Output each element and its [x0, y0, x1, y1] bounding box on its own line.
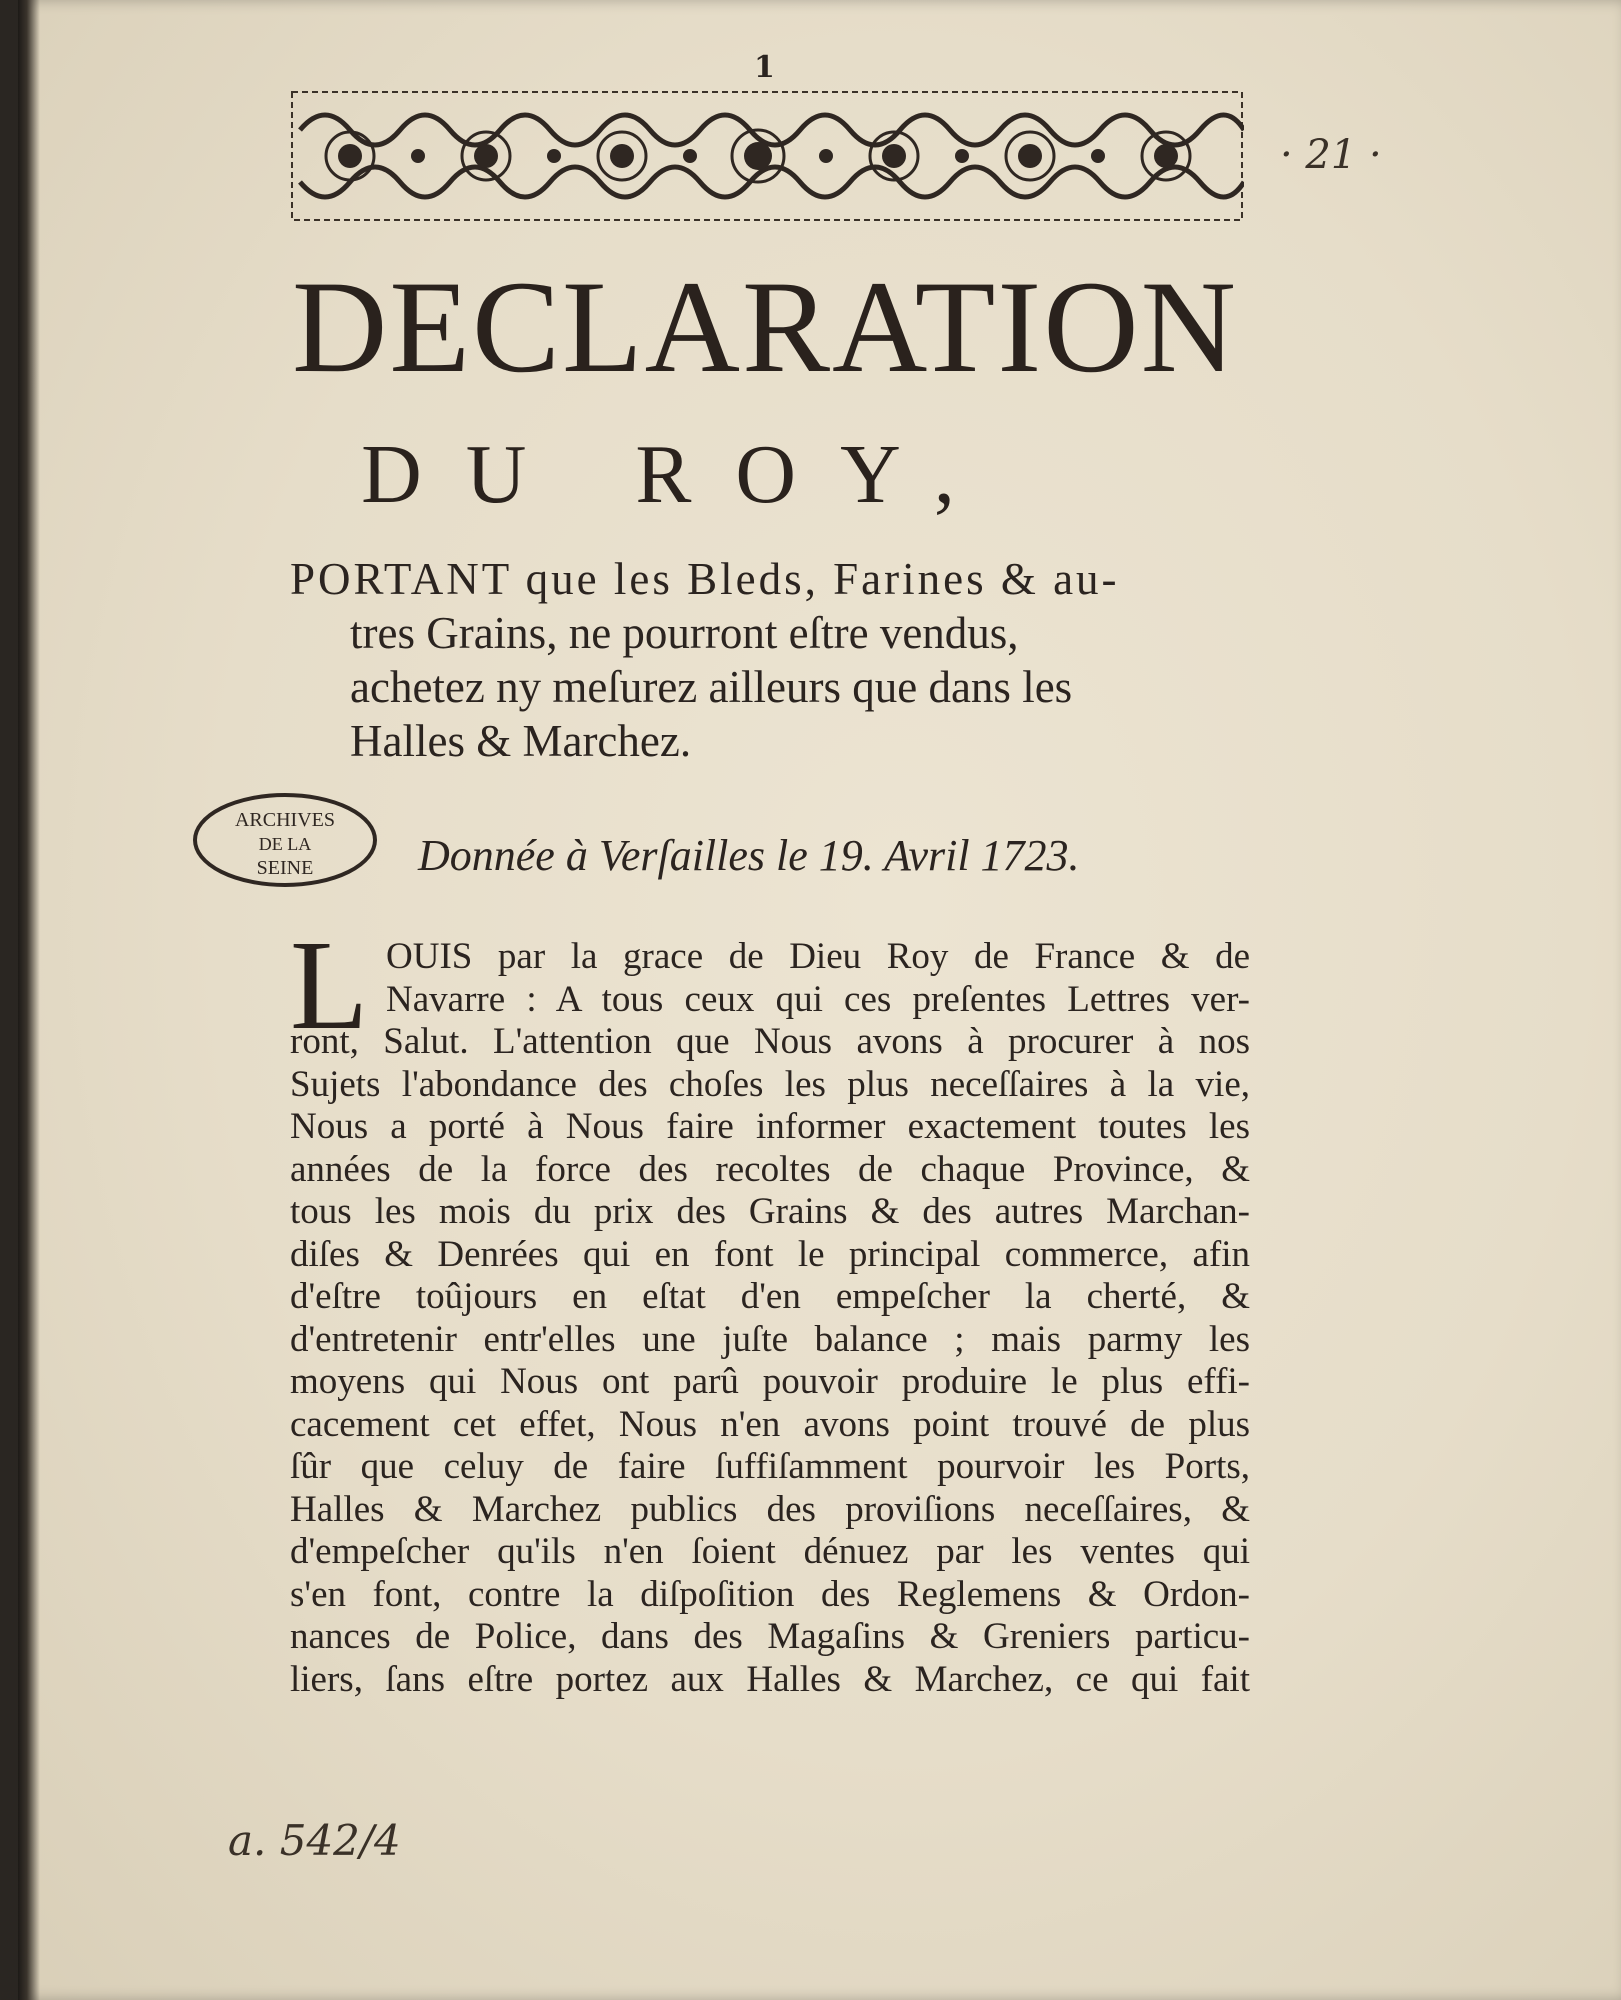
body-line: moyens qui Nous ont parû pouvoir produire le plus effi- — [290, 1361, 1250, 1402]
summary-line: Halles & Marchez. — [350, 716, 692, 766]
dateline: Donnée à Verſailles le 19. Avril 1723. — [418, 831, 1080, 880]
body-line: Halles & Marchez publics des proviſions neceſſaires, & — [290, 1488, 1250, 1530]
body-line: OUIS par la grace de Dieu Roy de France & de — [386, 936, 1250, 977]
body-line: cacement cet effet, Nous n'en avons point trouvé de plus — [290, 1403, 1250, 1445]
body-line: diſes & Denrées qui en font le principal commerce, afin — [290, 1233, 1250, 1275]
document-page — [18, 0, 1621, 2000]
body-line: années de la force des recoltes de chaque Province, & — [290, 1148, 1250, 1190]
body-line: ront, Salut. L'attention que Nous avons à procurer à nos — [290, 1021, 1250, 1062]
body-line: liers, ſans eſtre portez aux Halles & Marchez, ce qui fait — [290, 1658, 1250, 1700]
body-line: nances de Police, dans des Magaſins & Greniers particu- — [290, 1616, 1250, 1657]
body-line: d'eſtre toûjours en eſtat d'en empeſcher la cherté, & — [290, 1276, 1250, 1317]
body-line: d'entretenir entr'elles une juſte balance ; mais parmy les — [290, 1318, 1250, 1360]
summary-line: achetez ny meſurez ailleurs que dans les — [350, 662, 1073, 712]
handwritten-shelfmark: a. 542/4 — [228, 1816, 401, 1865]
document-subtitle: DU ROY, — [361, 428, 999, 521]
summary-line: PORTANT que les Bleds, Farines & au- — [290, 554, 1120, 604]
body-line: Nous a porté à Nous faire informer exactement toutes les — [290, 1106, 1250, 1147]
stamp-line-3: SEINE — [256, 857, 314, 879]
body-line: s'en font, contre la diſpoſition des Reglemens & Ordon- — [290, 1573, 1250, 1615]
stamp-line-1: ARCHIVES — [234, 809, 336, 831]
stamp-line-2: DE LA — [258, 834, 312, 854]
torn-page-edge — [18, 0, 40, 2000]
summary-line: tres Grains, ne pourront eſtre vendus, — [350, 608, 1019, 658]
summary-block — [290, 552, 1250, 768]
archive-stamp — [190, 790, 380, 890]
decorative-headpiece — [290, 90, 1244, 222]
body-line: d'empeſcher qu'ils n'en ſoient dénuez par les ventes qui — [290, 1531, 1250, 1572]
document-title: DECLARATION — [292, 253, 1238, 400]
page-number: 1 — [754, 50, 775, 85]
body-line: ſûr que celuy de faire ſuffiſamment pourvoir les Ports, — [290, 1446, 1250, 1487]
drop-capital: L — [290, 914, 369, 1056]
body-line: Navarre : A tous ceux qui ces preſentes Lettres ver- — [386, 978, 1250, 1020]
handwritten-folio-number: · 21 · — [1280, 132, 1382, 178]
body-line: tous les mois du prix des Grains & des autres Marchan- — [290, 1191, 1250, 1232]
body-line: Sujets l'abondance des choſes les plus neceſſaires à la vie, — [290, 1063, 1250, 1105]
body-text — [290, 936, 1250, 1701]
